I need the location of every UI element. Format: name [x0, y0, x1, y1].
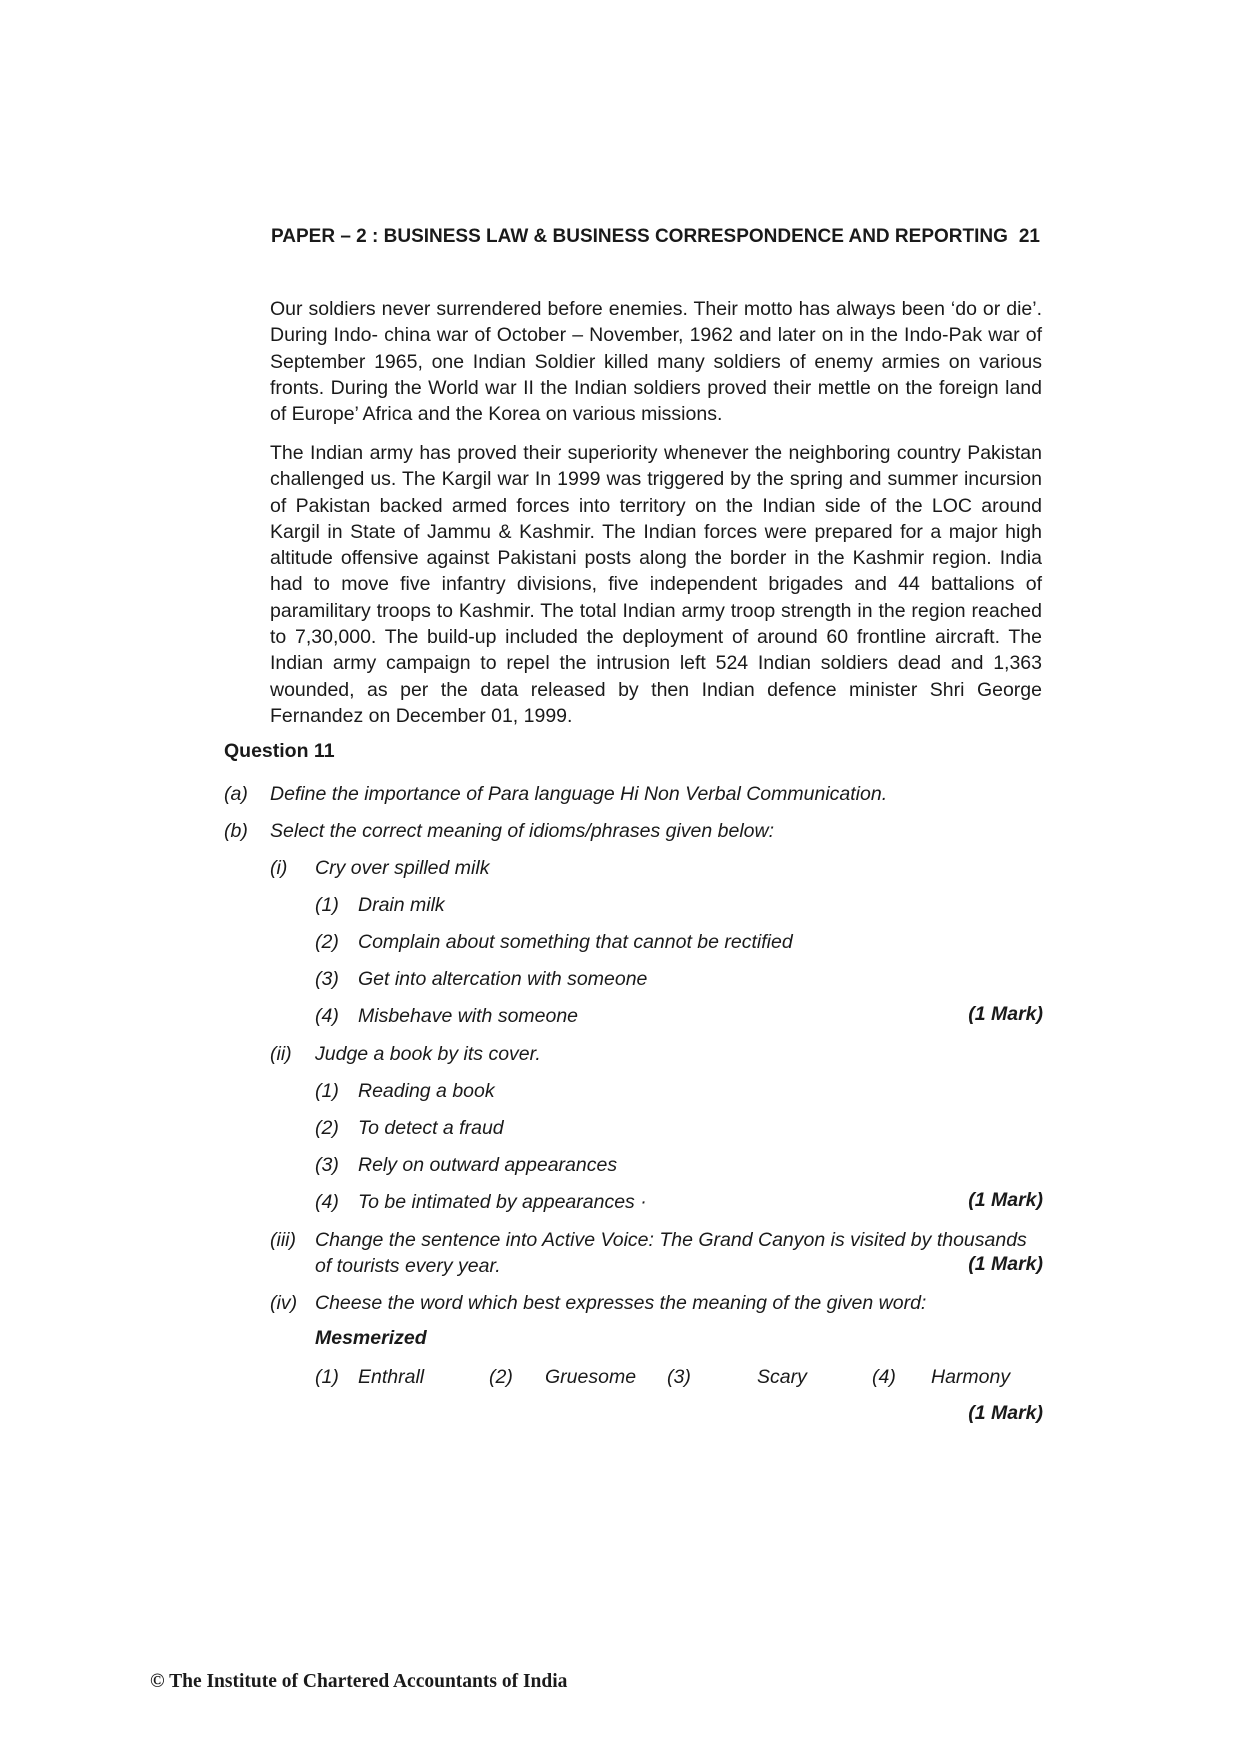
option-label: (2): [315, 931, 339, 953]
option-text: Reading a book: [358, 1080, 495, 1102]
item-label: (ii): [270, 1043, 292, 1065]
mark-label: (1 Mark): [968, 1253, 1043, 1275]
passage-paragraph-2: The Indian army has proved their superiority whenever the neighboring country Pakistan challenged us. The Kargil war In 1999 was triggered by the spring and summer incursion of Pakistan backed armed forces into territory on the Indian side of the LOC around Kargil in State of Jammu & Kashmir. The Indian forces were prepared for a major high altitude offensive against Pakistani posts along the border in the Kashmir region. India had to move five infantry divisions, five independent brigades and 44 battalions of paramilitary troops to Kashmir. The total Indian army troop strength in the region reached to 7,30,000. The build-up included the deployment of around 60 frontline aircraft. The Indian army campaign to repel the intrusion left 524 Indian soldiers dead and 1,363 wounded, as per the data released by then Indian defence minister Shri George Fernandez on December 01, 1999.: [270, 442, 1042, 727]
option-label: (1): [315, 894, 339, 916]
item-text: Cry over spilled milk: [315, 857, 490, 879]
option-label: (2): [489, 1366, 513, 1388]
item-label: (i): [270, 857, 288, 879]
given-word: Mesmerized: [315, 1327, 427, 1349]
mark-label: (1 Mark): [968, 1003, 1043, 1025]
question-title: Question 11: [224, 740, 335, 762]
option-label: (1): [315, 1366, 339, 1388]
option-label: (2): [315, 1117, 339, 1139]
mark-label: (1 Mark): [968, 1189, 1043, 1211]
item-label: (iii): [270, 1229, 296, 1251]
option-label: (1): [315, 1080, 339, 1102]
option-text: Enthrall: [358, 1366, 425, 1388]
mark-label: (1 Mark): [968, 1402, 1043, 1424]
paper-title: PAPER – 2 : BUSINESS LAW & BUSINESS CORRESPONDENCE AND REPORTING: [271, 226, 1008, 247]
item-text: Change the sentence into Active Voice: The Grand Canyon is visited by thousands: [315, 1229, 1027, 1251]
item-text: Select the correct meaning of idioms/phrases given below:: [270, 820, 775, 842]
option-text: Rely on outward appearances: [358, 1154, 618, 1176]
option-label: (4): [872, 1366, 896, 1388]
option-text: Drain milk: [358, 894, 445, 916]
copyright-footer: © The Institute of Chartered Accountants of India: [150, 1671, 568, 1692]
item-label: (a): [224, 783, 248, 805]
option-text: Scary: [757, 1366, 807, 1388]
page-number: 21: [1018, 226, 1040, 247]
passage-paragraph-1: Our soldiers never surrendered before enemies. Their motto has always been ‘do or die’. During Indo- china war of October – November, 1962 and later on in the Indo-Pak war of September 1965, one Indian Soldier killed many soldiers of enemy armies on various fronts. During the World war II the Indian soldiers proved their mettle on the foreign land of Europe’ Africa and the Korea on various missions.: [270, 298, 1042, 426]
option-text: To detect a fraud: [358, 1117, 504, 1139]
option-text: To be intimated by appearances ·: [358, 1191, 647, 1213]
option-label: (3): [667, 1366, 691, 1388]
option-text: Gruesome: [545, 1366, 637, 1388]
item-text: Define the importance of Para language Hi Non Verbal Communication.: [270, 783, 888, 805]
option-label: (3): [315, 968, 339, 990]
option-label: (4): [315, 1005, 339, 1027]
option-text: Complain about something that cannot be rectified: [358, 931, 793, 953]
item-text: of tourists every year.: [315, 1255, 501, 1277]
option-label: (4): [315, 1191, 339, 1213]
option-text: Harmony: [931, 1366, 1011, 1388]
item-label: (b): [224, 820, 248, 842]
item-text: Cheese the word which best expresses the meaning of the given word:: [315, 1292, 927, 1314]
option-label: (3): [315, 1154, 339, 1176]
option-text: Misbehave with someone: [358, 1005, 579, 1027]
option-text: Get into altercation with someone: [358, 968, 648, 990]
item-text: Judge a book by its cover.: [315, 1043, 541, 1065]
item-label: (iv): [270, 1292, 298, 1314]
page-header: [271, 226, 1040, 252]
